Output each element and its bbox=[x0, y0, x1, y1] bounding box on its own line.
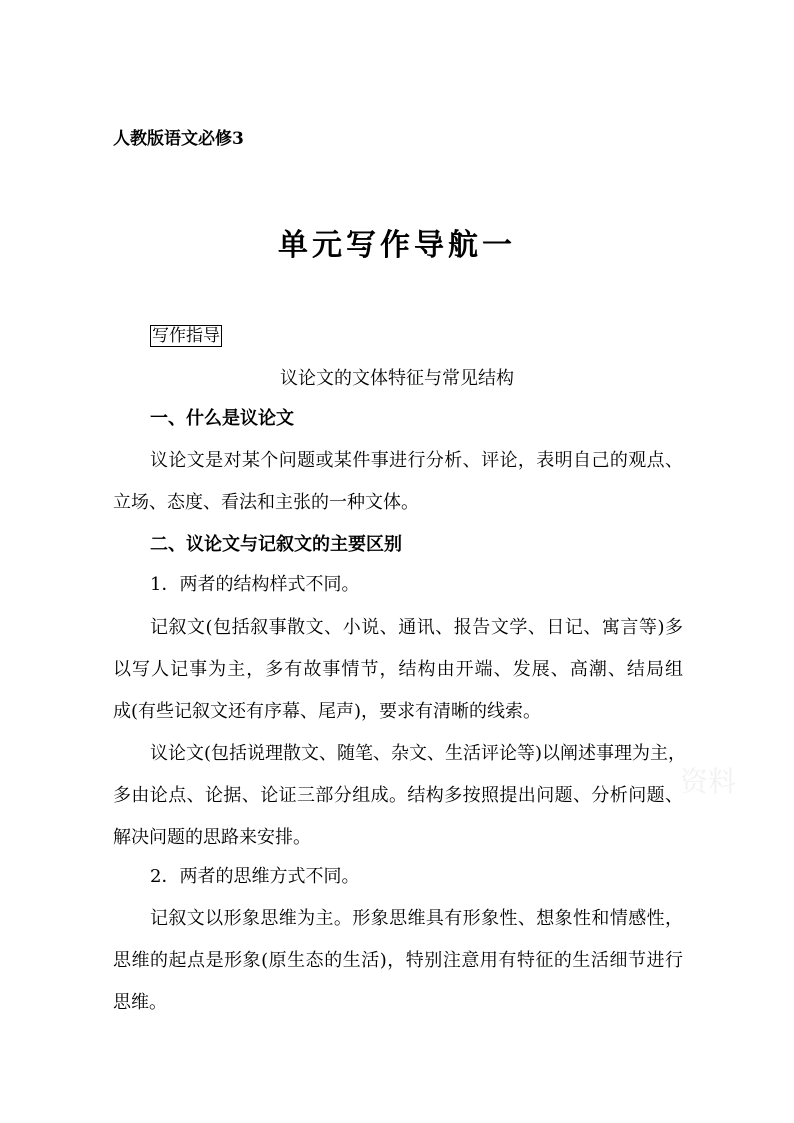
paragraph-line: 立场、态度、看法和主张的一种文体。 bbox=[113, 492, 419, 513]
paragraph-line: 以写人记事为主，多有故事情节，结构由开端、发展、高潮、结局组 bbox=[113, 659, 683, 680]
section-label: 写作指导 bbox=[152, 326, 220, 346]
paragraph-line: 解决问题的思路来安排。 bbox=[113, 827, 311, 848]
page-title: 单元写作导航一 bbox=[278, 228, 516, 263]
paragraph-line: 多由论点、论据、论证三部分组成。结构多按照提出问题、分析问题、 bbox=[113, 785, 683, 806]
paragraph-line: 议论文(包括说理散文、随笔、杂文、生活评论等)以阐述事理为主， bbox=[150, 743, 687, 764]
subheading-two: 2．两者的思维方式不同。 bbox=[150, 866, 360, 887]
heading-one: 一、什么是议论文 bbox=[150, 408, 294, 429]
article-subtitle: 议论文的文体特征与常见结构 bbox=[280, 368, 514, 389]
paragraph-line: 思维。 bbox=[113, 992, 167, 1013]
paragraph-line: 记叙文以形象思维为主。形象思维具有形象性、想象性和情感性， bbox=[150, 908, 683, 929]
subheading-one: 1．两者的结构样式不同。 bbox=[150, 574, 360, 595]
paragraph-line: 议论文是对某个问题或某件事进行分析、评论，表明自己的观点、 bbox=[150, 450, 683, 471]
course-header: 人教版语文必修3 bbox=[113, 129, 244, 149]
paragraph-line: 成(有些记叙文还有序幕、尾声)，要求有清晰的线索。 bbox=[113, 701, 542, 722]
paragraph-line: 思维的起点是形象(原生态的生活)，特别注意用有特征的生活细节进行 bbox=[113, 950, 683, 971]
watermark: 资料 bbox=[680, 765, 737, 798]
heading-two: 二、议论文与记叙文的主要区别 bbox=[150, 534, 402, 555]
paragraph-line: 记叙文(包括叙事散文、小说、通讯、报告文学、日记、寓言等)多 bbox=[150, 617, 683, 638]
